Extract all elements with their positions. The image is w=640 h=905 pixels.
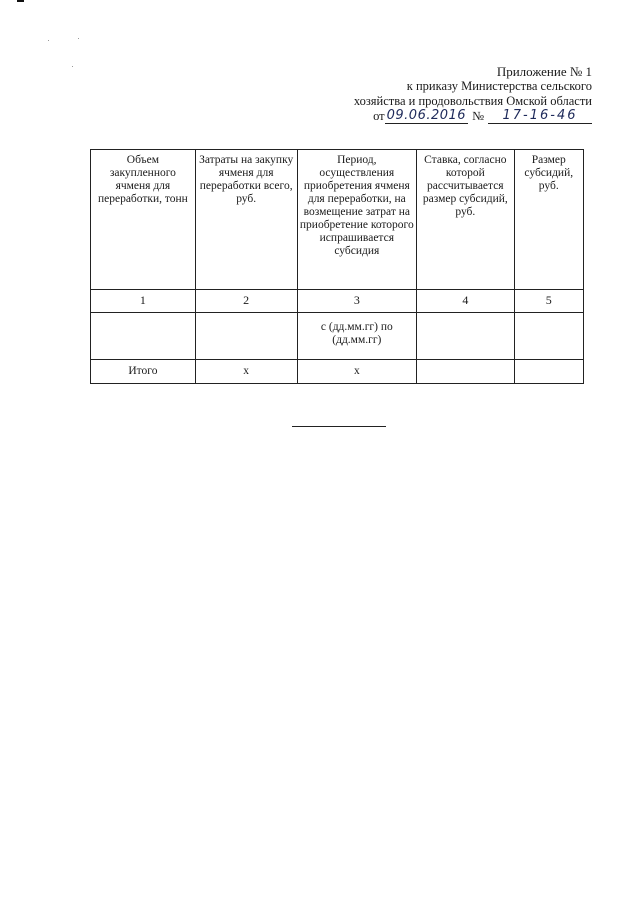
table-cell: x — [297, 360, 417, 384]
order-date: 09.06.2016 — [386, 108, 467, 123]
table-header-row — [91, 150, 584, 290]
scan-speck — [48, 40, 49, 41]
table-cell — [417, 313, 514, 360]
header-cell: Размер субсидий, руб. — [514, 150, 583, 290]
end-separator-line — [292, 426, 386, 427]
table-cell — [91, 313, 196, 360]
table-cell — [195, 313, 297, 360]
date-prefix: от — [373, 109, 385, 123]
attachment-date-line — [373, 109, 592, 124]
table-cell — [417, 360, 514, 384]
attachment-order-line: к приказу Министерства сельского — [406, 79, 592, 93]
number-sign: № — [472, 109, 484, 123]
header-cell: Затраты на закупку ячменя для переработки всего, руб. — [195, 150, 297, 290]
table-cell — [514, 360, 583, 384]
scan-speck — [78, 38, 79, 39]
attachment-header — [354, 64, 592, 124]
column-number: 3 — [297, 290, 417, 313]
table-row — [91, 313, 584, 360]
header-cell: Объем закупленного ячменя для переработки, тонн — [91, 150, 196, 290]
table-total-row — [91, 360, 584, 384]
table-number-row — [91, 290, 584, 313]
table-cell: x — [195, 360, 297, 384]
header-cell: Период, осуществления приобретения ячменя для переработки, на возмещение затрат на приобретение которого испрашивается субсидия — [297, 150, 417, 290]
column-number: 1 — [91, 290, 196, 313]
order-number: 17-16-46 — [488, 109, 592, 124]
column-number: 4 — [417, 290, 514, 313]
attachment-title: Приложение № 1 — [496, 64, 592, 79]
table-cell: с (дд.мм.гг) по (дд.мм.гг) — [297, 313, 417, 360]
subsidy-table — [90, 149, 584, 384]
table-cell — [514, 313, 583, 360]
attachment-ministry-line: хозяйства и продовольствия Омской области — [353, 94, 592, 108]
scan-speck — [72, 66, 73, 67]
column-number: 2 — [195, 290, 297, 313]
total-label-cell: Итого — [91, 360, 196, 384]
header-cell: Ставка, согласно которой рассчитывается размер субсидий, руб. — [417, 150, 514, 290]
corner-mark — [17, 0, 24, 2]
column-number: 5 — [514, 290, 583, 313]
